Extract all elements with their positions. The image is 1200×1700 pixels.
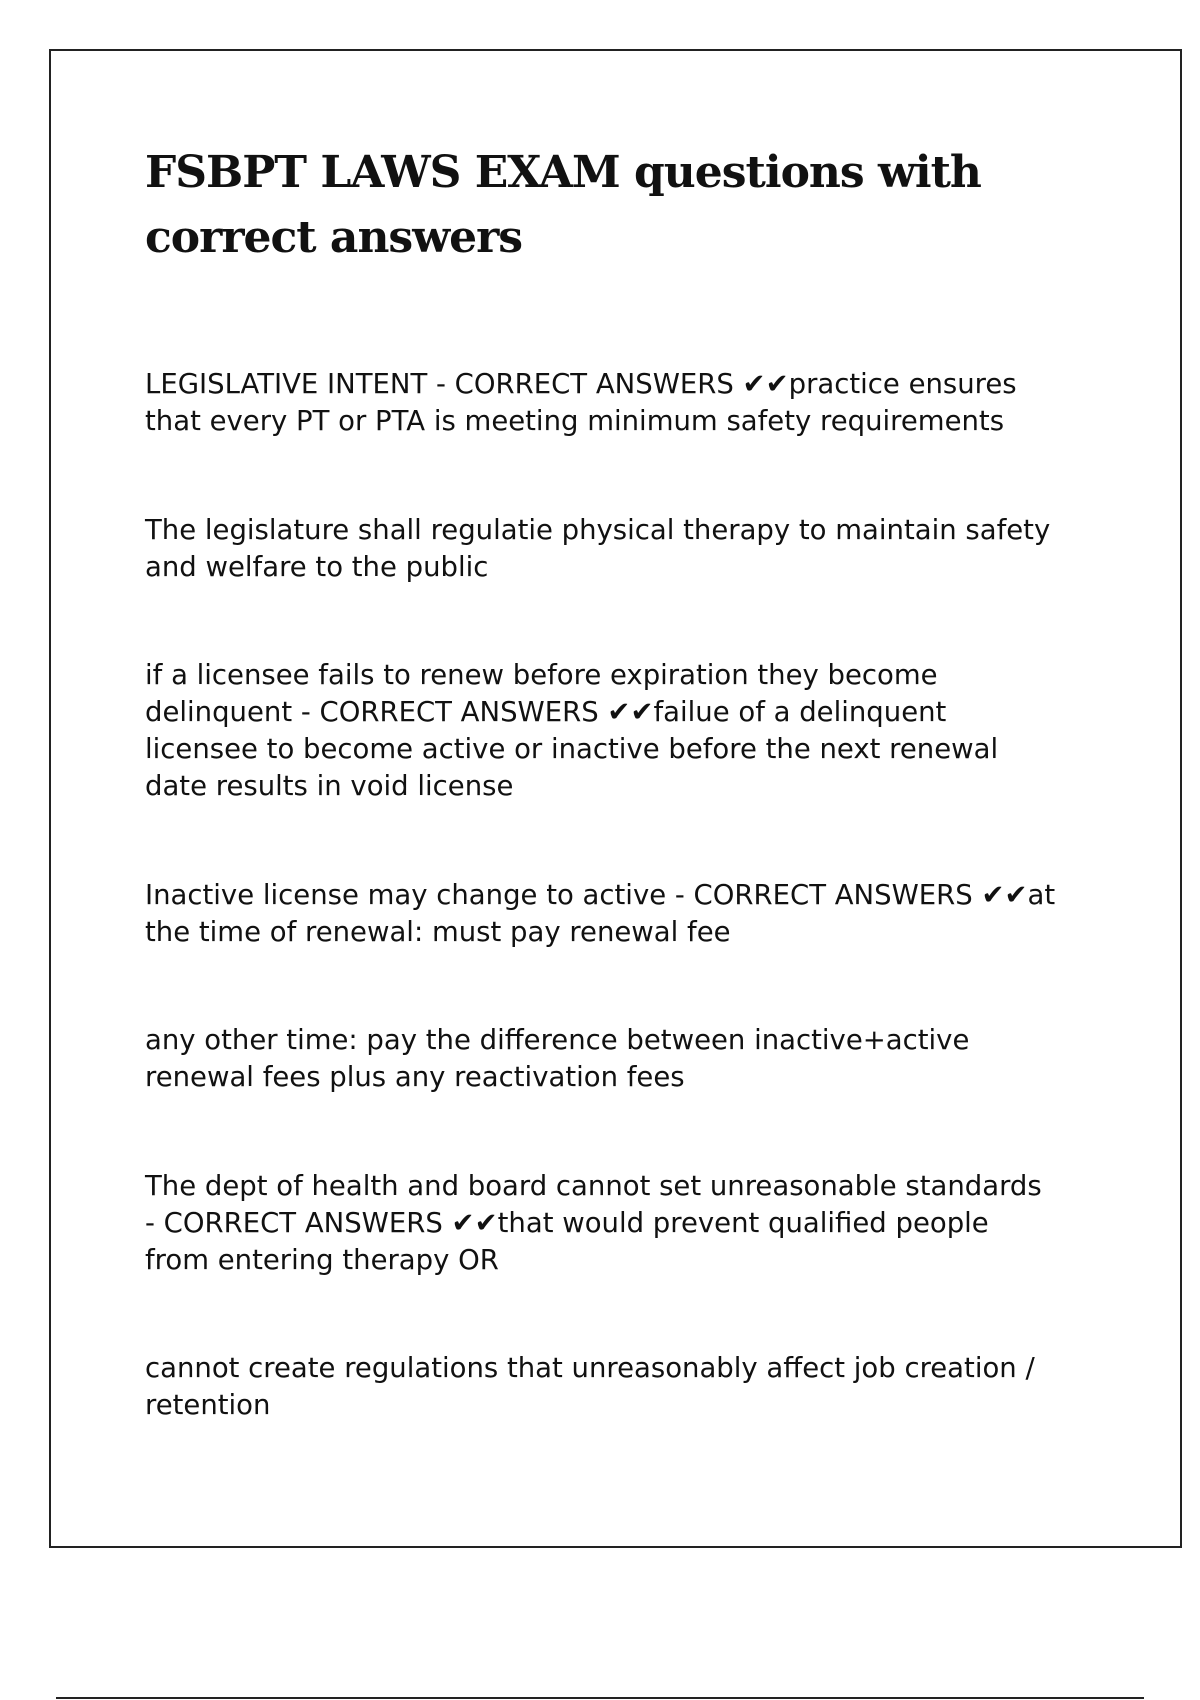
qa-paragraph-job-regulations: cannot create regulations that unreasonably affect job creation / retention <box>145 1352 1035 1421</box>
qa-paragraph-legislature-regulation: The legislature shall regulatie physical therapy to maintain safety and welfare to the public <box>145 514 1051 583</box>
qa-paragraph-delinquent-license: if a licensee fails to renew before expiration they become delinquent - CORRECT ANSWERS ✔✔failue of a delinquent licensee to become active or inactive before the next renewal date results in void license <box>145 659 999 802</box>
document-title: FSBPT LAWS EXAM questions with correct answers <box>145 147 981 263</box>
qa-paragraph-legislative-intent: LEGISLATIVE INTENT - CORRECT ANSWERS ✔✔practice ensures that every PT or PTA is meeting minimum safety requirements <box>145 368 1017 437</box>
footer-divider <box>56 1697 1144 1699</box>
qa-paragraph-inactive-to-active: Inactive license may change to active - CORRECT ANSWERS ✔✔at the time of renewal: must pay renewal fee <box>145 879 1056 948</box>
qa-paragraph-unreasonable-standards: The dept of health and board cannot set unreasonable standards - CORRECT ANSWERS ✔✔that would prevent qualified people from entering therapy OR <box>145 1170 1042 1276</box>
qa-paragraph-other-time-fees: any other time: pay the difference between inactive+active renewal fees plus any reactivation fees <box>145 1024 970 1093</box>
